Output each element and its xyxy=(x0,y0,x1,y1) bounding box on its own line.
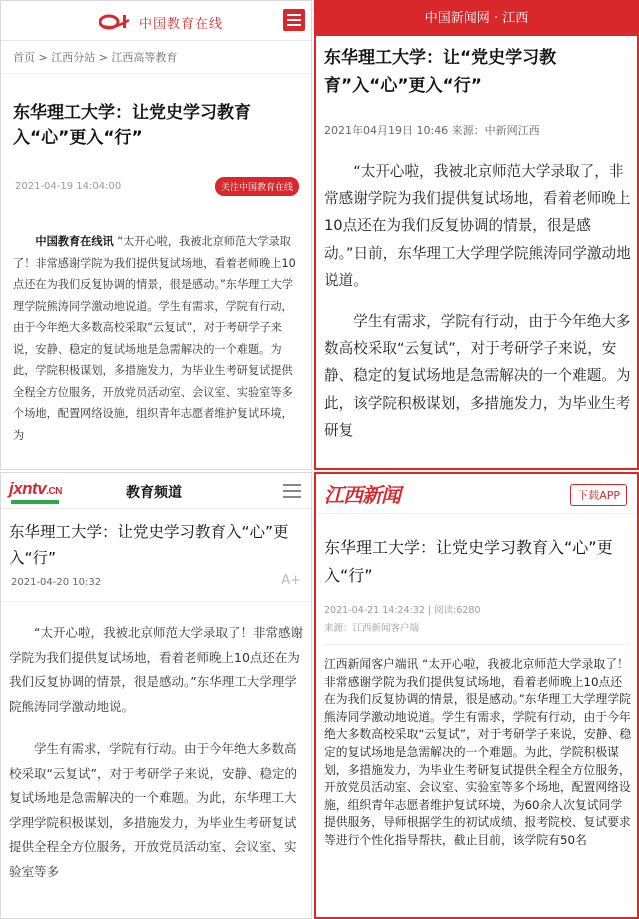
article-source: 来源：江西新闻客户端 xyxy=(324,623,420,634)
menu-icon[interactable] xyxy=(283,9,305,31)
article-title: 东华理工大学：让“党史学习教育”入“心”更入“行” xyxy=(324,48,557,96)
jxntv-header xyxy=(1,473,311,509)
article-body xyxy=(9,621,307,902)
download-app-button[interactable]: 下载APP xyxy=(570,484,627,506)
article-date: 2021-04-20 10:32 xyxy=(11,577,102,588)
paragraph: “太开心啦，我被北京师范大学录取了，非常感谢学院为我们提供复试场地，看着老师晚上10点还在为我们反复协调的情景，很是感动。”日前，东华理工大学理学院熊涛同学激动地说道。 xyxy=(324,163,631,289)
article-date: 2021-04-21 14:24:32 | 阅读:6280 xyxy=(324,605,481,616)
site-name[interactable]: 中国教育在线 xyxy=(139,17,224,32)
article-date: 2021-04-19 14:04:00 xyxy=(15,181,122,192)
article-text: “太开心啦，我被北京师范大学录取了！非常感谢学院为我们提供复试场地，看着老师晚上10点还在为我们反复协调的情景，很是感动。”东华理工大学理学院熊涛同学激动地说道。学生有需求，学院有行动，由于今年绝大多数高校采取“云复试”，对于考研学子来说，安静、稳定的复试场地是急需解决的一个难题。为此，学院积极谋划，多措施发力，为毕业生考研复试提供全程全方位服务，开放党员活动室、会议室、实验室等多个场地，配置网络设施，组织青年志愿者维护复试环境，为 xyxy=(13,235,296,442)
panel-eol xyxy=(0,0,312,470)
article-body xyxy=(324,158,632,458)
jxnews-logo[interactable]: 江西新闻 xyxy=(324,483,400,507)
eol-logo xyxy=(99,12,133,32)
article-source: 中国教育在线讯 xyxy=(35,235,114,248)
logo-stripe xyxy=(11,500,59,504)
paragraph: 学生有需求，学院有行动。由于今年绝大多数高校采取“云复试”，对于考研学子来说，安静、稳定的复试场地是急需解决的一个难题。为此，东华理工大学理学院积极谋划，多措施发力，为毕业生考研复试提供全程全方位服务，开放党员活动室、会议室、实验室等多 xyxy=(9,741,297,879)
divider xyxy=(324,644,629,645)
article-body xyxy=(13,231,303,446)
article-title: 东华理工大学：让党史学习教育入“心”更入“行” xyxy=(13,103,251,148)
article-title: 东华理工大学：让党史学习教育入“心”更入“行” xyxy=(324,538,613,585)
jxntv-logo[interactable]: jxntv.CN xyxy=(9,479,62,498)
divider xyxy=(1,73,311,74)
site-name[interactable]: 中国新闻网 · 江西 xyxy=(316,2,637,36)
eol-header xyxy=(1,1,311,41)
panel-chinanews xyxy=(314,0,639,470)
article-title: 东华理工大学：让党史学习教育入“心”更入“行” xyxy=(9,523,289,567)
font-size-icon[interactable]: A+ xyxy=(281,573,301,588)
breadcrumb[interactable]: 首页 > 江西分站 > 江西高等教育 xyxy=(13,51,178,64)
channel-title: 教育频道 xyxy=(126,485,182,501)
jxnews-header xyxy=(316,474,637,514)
follow-button[interactable]: 关注中国教育在线 xyxy=(215,177,299,196)
article-meta: 2021年04月19日 10:46 来源：中新网江西 xyxy=(324,124,540,137)
panel-jxnews xyxy=(314,472,639,919)
divider xyxy=(1,601,311,602)
paragraph: “太开心啦，我被北京师范大学录取了！非常感谢学院为我们提供复试场地，看着老师晚上10点还在为我们反复协调的情景，很是感动。”东华理工大学理学院熊涛同学激动地说。 xyxy=(9,625,303,714)
panel-jxntv xyxy=(0,472,312,919)
paragraph: 学生有需求，学院有行动，由于今年绝大多数高校采取“云复试”，对于考研学子来说，安静、稳定的复试场地是急需解决的一个难题。为此，该学院积极谋划，多措施发力，为毕业生考研复 xyxy=(324,313,631,439)
hamburger-icon[interactable] xyxy=(283,484,301,502)
article-body: 江西新闻客户端讯 “太开心啦，我被北京师范大学录取了！非常感谢学院为我们提供复试场地，看着老师晚上10点还在为我们反复协调的情景，很是感动。”东华理工大学理学院熊涛同学激动地说道。学生有需求，学院有行动，由于今年绝大多数高校采取“云复试”，对于考研学子来说，安静、稳定的复试场地是急需解决的一个难题。为此，学院积极谋划，多措施发力，为毕业生考研复试提供全程全方位服务，开放党员活动室、会议室、实验室等多个场地，配置网络设施，组织青年志愿者维护复试环境，为60余人次复试同学提供服务，导师根据学生的初试成绩、报考院校、复试要求等进行个性化指导帮扶，截止目前，该学院有50名 xyxy=(324,657,632,847)
